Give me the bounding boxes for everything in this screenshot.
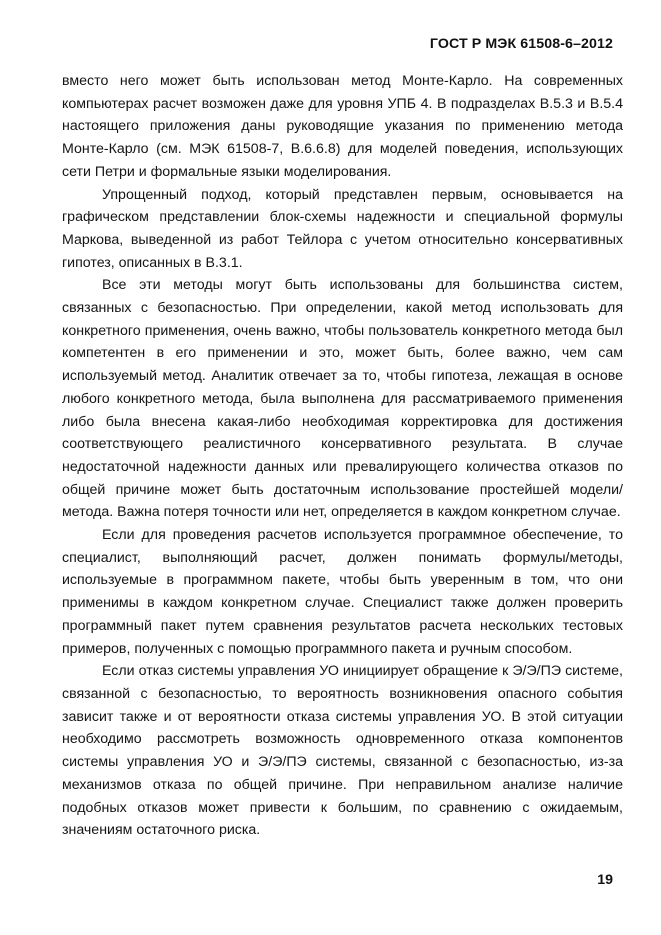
document-body bbox=[62, 70, 623, 842]
page-number: 19 bbox=[597, 872, 613, 888]
standard-header: ГОСТ Р МЭК 61508-6–2012 bbox=[429, 36, 613, 52]
paragraph-4: Если для проведения расчетов используется программное обеспечение, то специалист, выполняющий расчет, должен понимать формулы/методы, используемые в программном пакете, чтобы быть уверенным в том, что они применимы в каждом конкретном случае. Специалист также должен проверить программный пакет путем сравнения результатов расчета нескольких тестовых примеров, полученных с помощью программного пакета и ручным способом. bbox=[62, 527, 623, 657]
paragraph-2: Упрощенный подход, который представлен первым, основывается на графическом представлении блок-схемы надежности и специальной формулы Маркова, выведенной из работ Тейлора с учетом относительно консервативных гипотез, описанных в В.3.1. bbox=[62, 186, 623, 271]
paragraph-3: Все эти методы могут быть использованы для большинства систем, связанных с безопасностью. При определении, какой метод использовать для конкретного применения, очень важно, чтобы пользователь конкретного метода был компетентен в его применении и это, может быть, более важно, чем сам используемый метод. Аналитик отвечает за то, чтобы гипотеза, лежащая в основе любого конкретного метода, была выполнена для рассматриваемого применения либо была внесена какая-либо необходимая корректировка для достижения соответствующего реалистичного консервативного результата. В случае недостаточной надежности данных или превалирующего количества отказов по общей причине может быть достаточным использование простейшей модели/метода. Важна потеря точности или нет, определяется в каждом конкретном случае. bbox=[62, 277, 623, 521]
paragraph-5: Если отказ системы управления УО инициирует обращение к Э/Э/ПЭ системе, связанной с безопасностью, то вероятность возникновения опасного события зависит также и от вероятности отказа системы управления УО. В этой ситуации необходимо рассмотреть возможность одновременного отказа компонентов системы управления УО и Э/Э/ПЭ системы, связанной с безопасностью, из-за механизмов отказа по общей причине. При неправильном анализе наличие подобных отказов может привести к большим, по сравнению с ожидаемым, значениям остаточного риска. bbox=[62, 663, 623, 839]
paragraph-1: вместо него может быть использован метод Монте-Карло. На современных компьютерах расчет возможен даже для уровня УПБ 4. В подразделах В.5.3 и В.5.4 настоящего приложения даны руководящие указания по применению метода Монте-Карло (см. МЭК 61508-7, В.6.6.8) для моделей поведения, использующих сети Петри и формальные языки моделирования. bbox=[62, 73, 623, 180]
